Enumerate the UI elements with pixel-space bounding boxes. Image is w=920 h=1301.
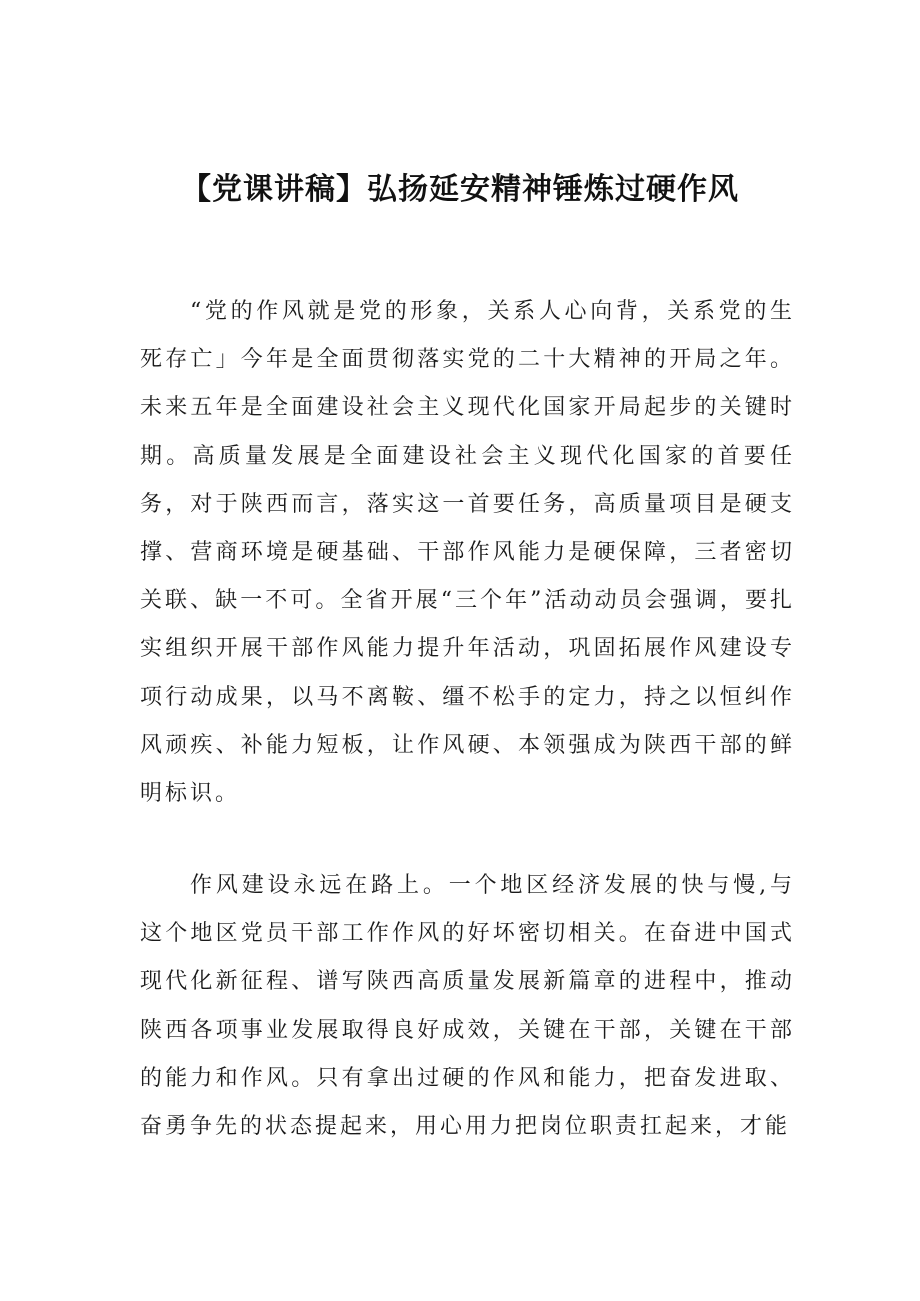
- document-title: 【党课讲稿】弘扬延安精神锤炼过硬作风: [181, 172, 739, 208]
- body-paragraph-1: “党的作风就是党的形象，关系人心向背，关系党的生死存亡」今年是全面贯彻落实党的二十大精神的开局之年。未来五年是全面建设社会主义现代化国家开局起步的关键时期。高质量发展是全面建设社会主义现代化国家的首要任务，对于陕西而言，落实这一首要任务，高质量项目是硬支撑、营商环境是硬基础、干部作风能力是硬保障，三者密切关联、缺一不可。全省开展“三个年”活动动员会强调，要扎实组织开展干部作风能力提升年活动，巩固拓展作风建设专项行动成果，以马不离鞍、缰不松手的定力，持之以恒纠作风顽疾、补能力短板，让作风硬、本领强成为陕西干部的鲜明标识。: [140, 299, 795, 807]
- body-paragraph-2: 作风建设永远在路上。一个地区经济发展的快与慢,与这个地区党员干部工作作风的好坏密切相关。在奋进中国式现代化新征程、谱写陕西高质量发展新篇章的进程中，推动陕西各项事业发展取得良好成效，关键在干部，关键在干部的能力和作风。只有拿出过硬的作风和能力，把奋发进取、奋勇争先的状态提起来，用心用力把岗位职责扛起来，才能: [140, 873, 795, 1140]
